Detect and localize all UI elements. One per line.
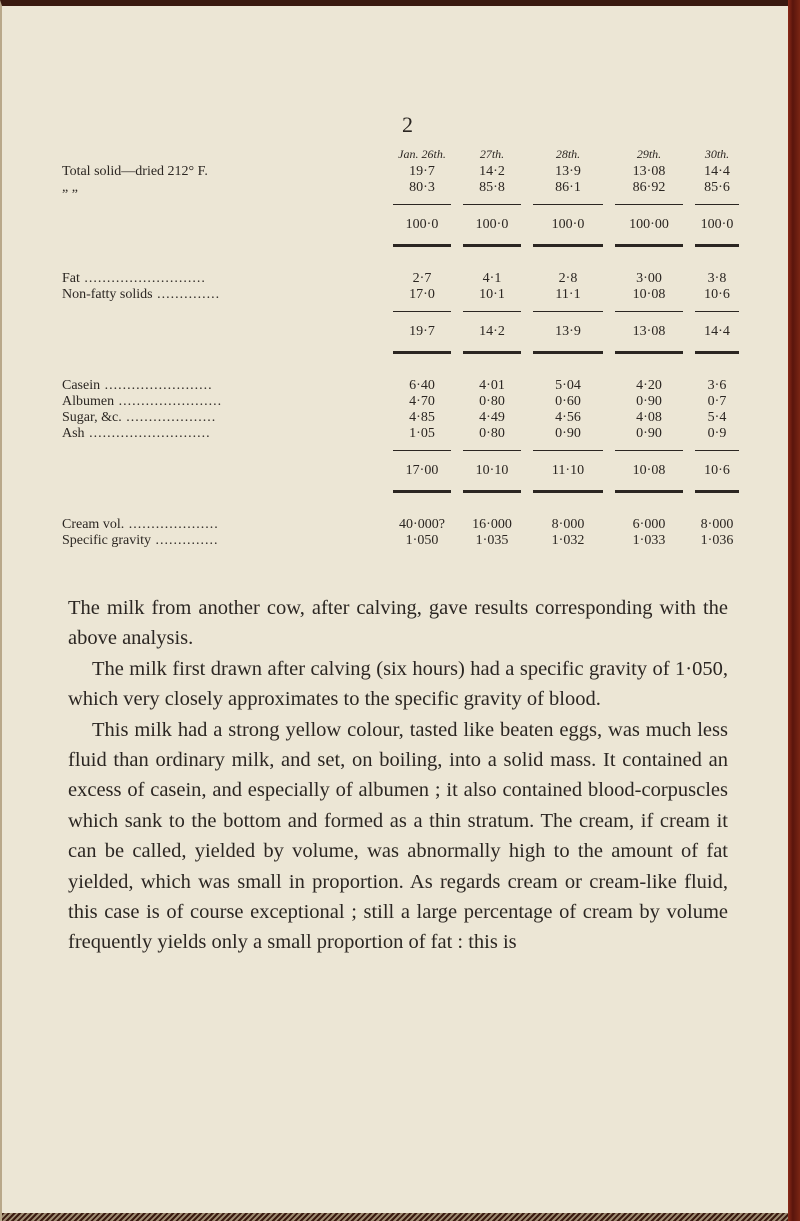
table-cell: 14·2 <box>479 164 505 179</box>
thin-rule <box>62 196 745 212</box>
table-cell: 4·08 <box>636 410 662 425</box>
column-header: 28th. <box>555 147 581 161</box>
table-row <box>62 378 745 394</box>
table-cell: 10·6 <box>704 287 730 302</box>
table-cell: 3·8 <box>707 271 727 286</box>
table-cell: 0·90 <box>636 426 662 441</box>
table-cell: 40·000? <box>399 517 445 532</box>
total-cell: 19·7 <box>409 324 435 339</box>
table-cell: 5·4 <box>707 410 727 425</box>
table-cell: 8·000 <box>700 517 734 532</box>
table-cell: 16·000 <box>472 517 512 532</box>
row-label-text: Total solid—dried 212° F. <box>62 164 208 179</box>
paragraph: The milk first drawn after calving (six hours) had a specific gravity of 1·050, which very closely approximates to the specific gravity of blood. <box>68 657 728 711</box>
table-cell: 10·08 <box>632 287 666 302</box>
row-label: Albumen ....................... <box>62 394 223 409</box>
table-cell: 85·8 <box>479 180 505 195</box>
table-cell: 6·40 <box>409 378 435 393</box>
table-row <box>62 426 745 442</box>
body-text <box>68 593 728 958</box>
table-cell: 4·49 <box>479 410 505 425</box>
row-label: Casein ........................ <box>62 378 213 393</box>
table-cell: 11·1 <box>555 287 581 302</box>
table-cell: 80·3 <box>409 180 435 195</box>
paragraph: The milk from another cow, after calving, gave results corresponding with the above analysis. <box>68 597 728 650</box>
table-row <box>62 517 745 533</box>
paragraph: This milk had a strong yellow colour, tasted like beaten eggs, was much less fluid than ordinary milk, and set, on boiling, into a solid mass. It contained an excess of casein, and especially of albumen ; it also contained blood-corpuscles which sank to the bottom and formed as a thin stratum. The cream, if cream it can be called, yielded by volume, was abnormally high to the amount of fat yielded, which was small in proportion. As regards cream or cream-like fluid, this case is of course exceptional ; still a large percentage of cream by volume frequently yields only a small proportion of fat : this is <box>68 718 728 954</box>
total-row <box>62 212 745 237</box>
table-cell: 4·85 <box>409 410 435 425</box>
table-cell: 10·1 <box>479 287 505 302</box>
table-cell: 0·80 <box>479 426 505 441</box>
table-cell: 8·000 <box>551 517 585 532</box>
table-cell: 4·20 <box>636 378 662 393</box>
thin-rule <box>62 442 745 458</box>
table-cell: 17·0 <box>409 287 435 302</box>
table-cell: 14·4 <box>704 164 730 179</box>
milk-analysis-table <box>62 144 745 549</box>
table-cell: 0·60 <box>555 394 581 409</box>
row-label-text: Casein <box>62 378 101 393</box>
row-label-text: Ash <box>62 426 85 441</box>
row-label: Non-fatty solids .............. <box>62 287 221 302</box>
thick-rule <box>62 237 745 253</box>
thick-rule <box>62 483 745 499</box>
table-cell: 86·92 <box>632 180 666 195</box>
page-bottom-edge <box>2 1213 790 1221</box>
table-cell: 0·90 <box>636 394 662 409</box>
column-header: 30th. <box>704 147 730 161</box>
row-label-text: Albumen <box>62 394 115 409</box>
row-label-text: Non-fatty solids <box>62 287 153 302</box>
total-cell: 10·08 <box>632 463 666 478</box>
row-label: Specific gravity .............. <box>62 533 219 548</box>
row-label-text: Cream vol. <box>62 517 125 532</box>
row-label-text: Sugar, &c. <box>62 410 122 425</box>
row-label <box>62 180 387 196</box>
table-header-row <box>62 144 745 164</box>
row-label: Sugar, &c. .................... <box>62 410 217 425</box>
total-cell: 100·0 <box>551 217 585 232</box>
table-cell: 19·7 <box>409 164 435 179</box>
table-cell: 2·7 <box>412 271 432 286</box>
table-cell: 4·56 <box>555 410 581 425</box>
table-cell: 1·033 <box>632 533 666 548</box>
column-header: 29th. <box>636 147 662 161</box>
total-cell: 13·08 <box>632 324 666 339</box>
row-label-text: „ „ <box>62 180 78 195</box>
table-cell: 4·70 <box>409 394 435 409</box>
table-cell: 13·08 <box>632 164 666 179</box>
total-row <box>62 319 745 344</box>
table-cell: 4·1 <box>482 271 502 286</box>
row-label-text: Specific gravity <box>62 533 152 548</box>
table-cell: 0·90 <box>555 426 581 441</box>
table-cell: 1·035 <box>475 533 509 548</box>
table-cell: 1·050 <box>405 533 439 548</box>
column-header: Jan. 26th. <box>398 147 446 161</box>
table-cell: 4·01 <box>479 378 505 393</box>
total-cell: 100·0 <box>405 217 439 232</box>
total-cell: 100·0 <box>700 217 734 232</box>
thin-rule <box>62 303 745 319</box>
total-cell: 17·00 <box>405 463 439 478</box>
table-cell: 86·1 <box>555 180 581 195</box>
column-header: 27th. <box>479 147 505 161</box>
table-row <box>62 180 745 196</box>
table-cell: 1·05 <box>409 426 435 441</box>
table-cell: 6·000 <box>632 517 666 532</box>
row-label: Fat ........................... <box>62 271 206 286</box>
table-row <box>62 271 745 287</box>
page-number: 2 <box>402 112 413 137</box>
total-cell: 10·6 <box>704 463 730 478</box>
row-label: Cream vol. .................... <box>62 517 219 532</box>
row-label: Ash ........................... <box>62 426 211 441</box>
thick-rule <box>62 344 745 360</box>
table-cell: 3·6 <box>707 378 727 393</box>
total-row <box>62 458 745 483</box>
table-row <box>62 394 745 410</box>
table-cell: 5·04 <box>555 378 581 393</box>
total-cell: 14·4 <box>704 324 730 339</box>
table-cell: 1·036 <box>700 533 734 548</box>
table-row <box>62 533 745 549</box>
table-row <box>62 164 745 180</box>
total-cell: 13·9 <box>555 324 581 339</box>
total-cell: 100·00 <box>629 217 669 232</box>
table-cell: 85·6 <box>704 180 730 195</box>
table-cell: 13·9 <box>555 164 581 179</box>
total-cell: 14·2 <box>479 324 505 339</box>
table-cell: 0·80 <box>479 394 505 409</box>
row-label-text: Fat <box>62 271 80 286</box>
table-cell: 1·032 <box>551 533 585 548</box>
table-cell: 0·7 <box>707 394 727 409</box>
total-cell: 10·10 <box>475 463 509 478</box>
total-cell: 11·10 <box>551 463 585 478</box>
table-row <box>62 287 745 303</box>
table-cell: 0·9 <box>707 426 727 441</box>
header-blank <box>62 144 387 164</box>
table-cell: 3·00 <box>636 271 662 286</box>
table-row <box>62 410 745 426</box>
total-cell: 100·0 <box>475 217 509 232</box>
book-cover-edge <box>788 0 800 1221</box>
table-cell: 2·8 <box>558 271 578 286</box>
row-label <box>62 164 387 180</box>
